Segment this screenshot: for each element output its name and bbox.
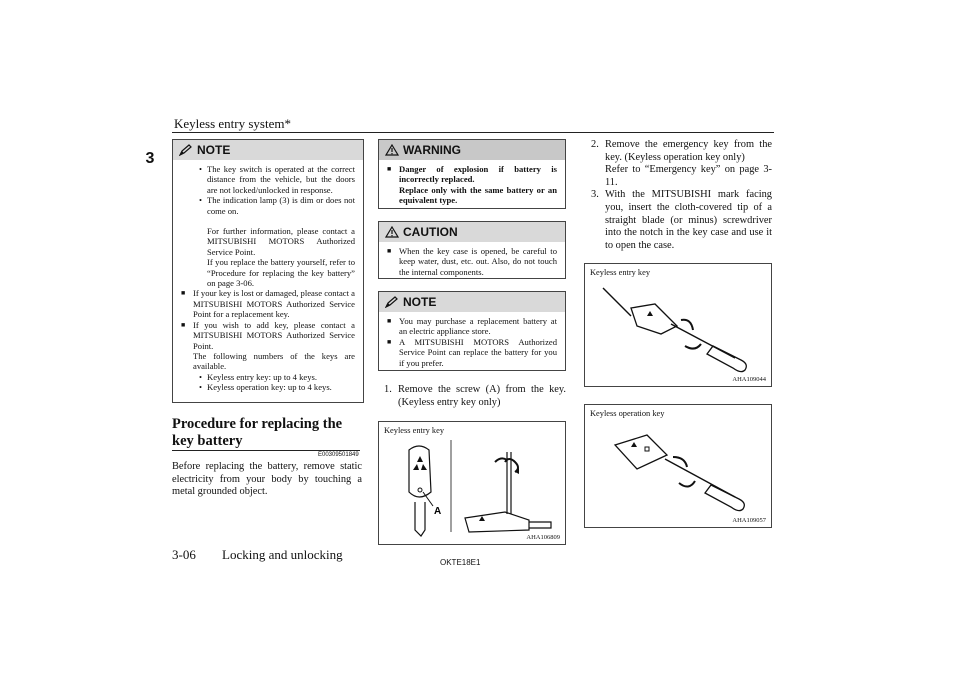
figure-keyless-entry-screw: Keyless entry key A AHA106809	[378, 421, 566, 545]
note-continuation: For further information, please contact a MITSUBISHI MOTORS Authorized Service Point.	[207, 226, 355, 257]
note-sub-bullet: • Keyless operation key: up to 4 keys.	[199, 382, 332, 393]
header-rule	[172, 132, 774, 133]
step-1: 1. Remove the screw (A) from the key. (Keyless entry key only)	[384, 384, 566, 408]
procedure-intro: Before replacing the battery, remove static electricity from your body by touching a metal grounded object.	[172, 461, 362, 498]
note-sub-bullet: • Keyless entry key: up to 4 keys.	[199, 371, 318, 382]
footer-code: OKTE18E1	[440, 558, 481, 567]
warning-heading: WARNING	[379, 140, 565, 160]
caution-box	[378, 221, 566, 279]
key-illustration	[585, 264, 771, 386]
note-item: ■ You may purchase a replacement battery at an electric appliance store.	[387, 316, 557, 337]
note-box-left	[172, 139, 364, 403]
note-sub-bullet: • The key switch is operated at the correct distance from the vehicle, but the doors are not locked/unlocked in response.	[199, 164, 355, 195]
caution-item: ■ When the key case is opened, be careful to keep water, dust, etc. out. Also, do not touch the internal components.	[387, 246, 557, 277]
step-3: 3. With the MITSUBISHI mark facing you, insert the cloth-covered tip of a straight blade (or minus) screwdriver into the notch in the key case and use it to open the case.	[591, 189, 772, 251]
note-continuation: If you replace the battery yourself, refer to “Procedure for replacing the key battery” on page 3-06.	[207, 257, 355, 289]
steps-right	[591, 139, 772, 252]
doc-code: E00309501849	[318, 452, 359, 458]
note-item: ■ If your key is lost or damaged, please contact a MITSUBISHI MOTORS Authorized Service Point for a replacement key.	[181, 288, 355, 320]
title-rule	[172, 450, 360, 451]
callout-a: A	[434, 506, 442, 517]
note-item: ■ A MITSUBISHI MOTORS Authorized Service Point can replace the battery for you if you prefer.	[387, 336, 557, 368]
note-sub-bullet: • The indication lamp (3) is dim or does not come on.	[199, 195, 355, 216]
note-heading: NOTE	[173, 140, 363, 160]
step-2: 2. Remove the emergency key from the key. (Keyless operation key only) Refer to “Emergency key” on page 3-11.	[591, 139, 772, 188]
key-illustration	[379, 422, 565, 544]
warning-item: ■ Danger of explosion if battery is incorrectly replaced. Replace only with the same battery or an equivalent type.	[387, 164, 557, 206]
key-illustration	[585, 405, 771, 527]
figure-keyless-operation-open: Keyless operation key AHA109057	[584, 404, 772, 528]
note-heading: NOTE	[379, 292, 565, 312]
note-pencil-icon	[385, 296, 399, 308]
caution-heading: CAUTION	[379, 222, 565, 242]
chapter-tab: 3	[145, 150, 155, 167]
running-header: Keyless entry system*	[174, 116, 291, 131]
note-box-mid	[378, 291, 566, 371]
warning-box	[378, 139, 566, 209]
caution-triangle-icon	[385, 226, 399, 238]
footer-section: Locking and unlocking	[222, 547, 343, 562]
note-item-extra: The following numbers of the keys are available.	[193, 350, 355, 372]
warning-triangle-icon	[385, 144, 399, 156]
figure-keyless-entry-open: Keyless entry key AHA109044	[584, 263, 772, 387]
note-item: ■ If you wish to add key, please contact a MITSUBISHI MOTORS Authorized Service Point.	[181, 319, 355, 351]
section-title: Procedure for replacing the key battery	[172, 416, 343, 449]
page-number: 3-06	[172, 547, 196, 562]
note-pencil-icon	[179, 144, 193, 156]
